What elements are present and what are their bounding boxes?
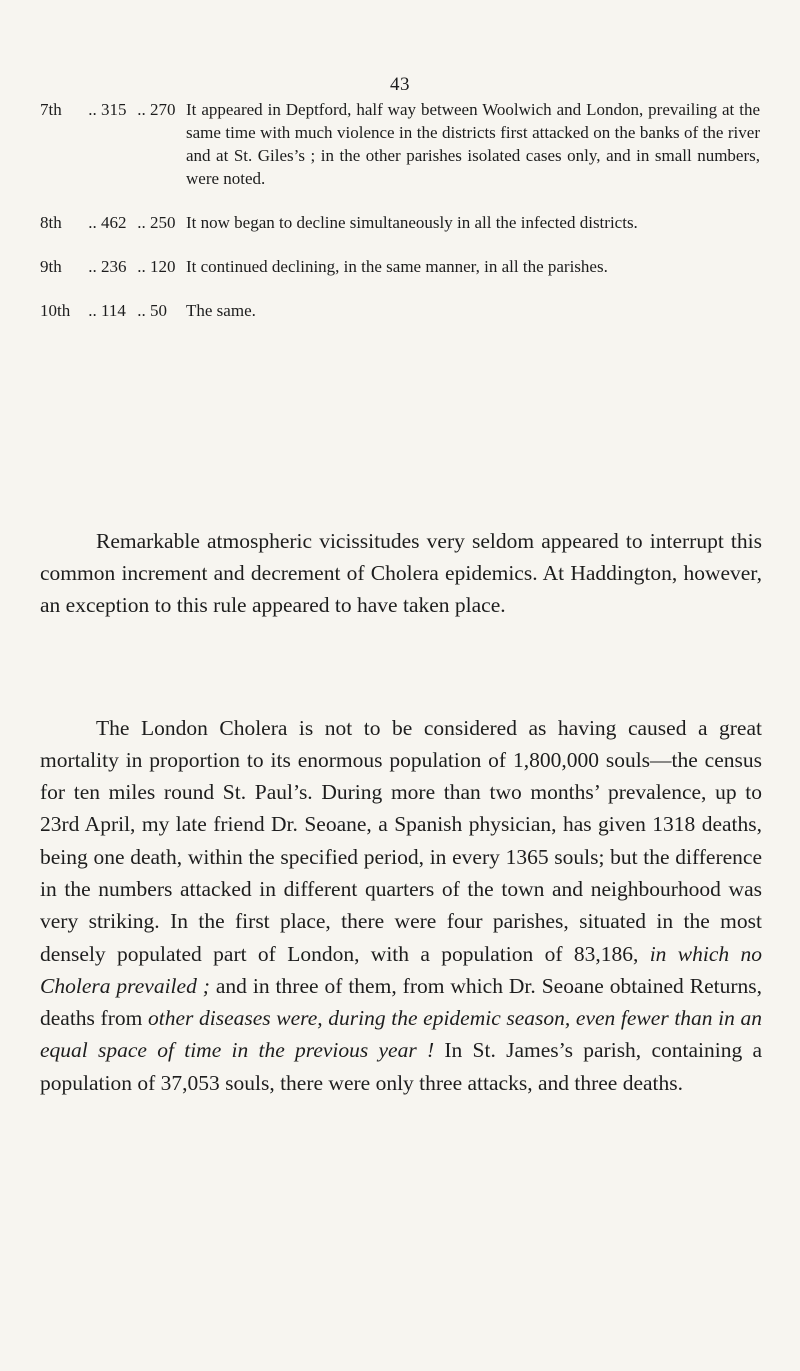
deaths-cell: 120 (150, 257, 176, 276)
italic-emphasis: in which no Cholera prevailed ; (40, 941, 762, 998)
paragraph-text: In St. James’s parish, containing a population of 37,053 souls, there were only three attacks, and three deaths. (40, 1038, 762, 1095)
cholera-daily-table (40, 98, 760, 322)
attacked-cell: 315 (101, 100, 127, 119)
description-cell: It appeared in Deptford, half way between Woolwich and London, prevailing at the same time with much violence in the districts first attacked on the banks of the river and at St. Giles’s ; in the other parishes isolated cases only, and in small numbers, were noted. (186, 100, 760, 188)
table-row: 10th .. 114 .. 50 The same. (40, 299, 760, 322)
paragraph-london-cholera (40, 712, 762, 1100)
deaths-cell: 250 (150, 213, 176, 232)
day-cell: 9th (40, 257, 62, 276)
description-cell: The same. (186, 301, 256, 320)
paragraph-atmospheric-vicissitudes: Remarkable atmospheric vicissitudes very seldom appeared to interrupt this common increment and decrement of Cholera epidemics. At Haddington, however, an exception to this rule appeared to have taken place. (40, 528, 762, 618)
description-cell: It now began to decline simultaneously in all the infected districts. (186, 213, 638, 232)
description-cell: It continued declining, in the same manner, in all the parishes. (186, 257, 608, 276)
paragraph-text: The London Cholera is not to be considered as having caused a great mortality in proportion to its enormous population of 1,800,000 souls—the census for ten miles round St. Paul’s. During more than two months’ prevalence, up to 23rd April, my late friend Dr. Seoane, a Spanish physician, has given 1318 deaths, being one death, within the specified period, in every 1365 souls; but the difference in the numbers attacked in different quarters of the town and neighbourhood was very striking. In the first place, there were four parishes, situated in the most densely populated part of London, with a population of 83,186, (40, 715, 762, 966)
attacked-cell: 462 (101, 213, 127, 232)
italic-emphasis: other diseases were, during the epidemic season, even fewer than in an equal space of time in the previous year ! (40, 1006, 763, 1063)
deaths-cell: 270 (150, 100, 176, 119)
page-number: 43 (390, 74, 410, 95)
attacked-cell: 114 (101, 301, 126, 320)
paragraph-text: and in three of them, from which Dr. Seoane obtained Returns, deaths from (40, 973, 762, 1031)
attacked-cell: 236 (101, 257, 127, 276)
day-cell: 10th (40, 301, 71, 320)
table-row: 9th .. 236 .. 120 It continued declining, in the same manner, in all the parishes. (40, 255, 760, 278)
table-row: 7th .. 315 .. 270 It appeared in Deptford, half way between Woolwich and London, prevailing at the same time with much violence in the districts first attacked on the banks of the river and at St. Giles’s ; in the other parishes isolated cases only, and in small numbers, were noted. (40, 100, 760, 188)
table-row: 8th .. 462 .. 250 It now began to decline simultaneously in all the infected districts. (40, 211, 760, 234)
day-cell: 8th (40, 213, 62, 232)
deaths-cell: 50 (150, 301, 167, 320)
day-cell: 7th (40, 100, 62, 119)
